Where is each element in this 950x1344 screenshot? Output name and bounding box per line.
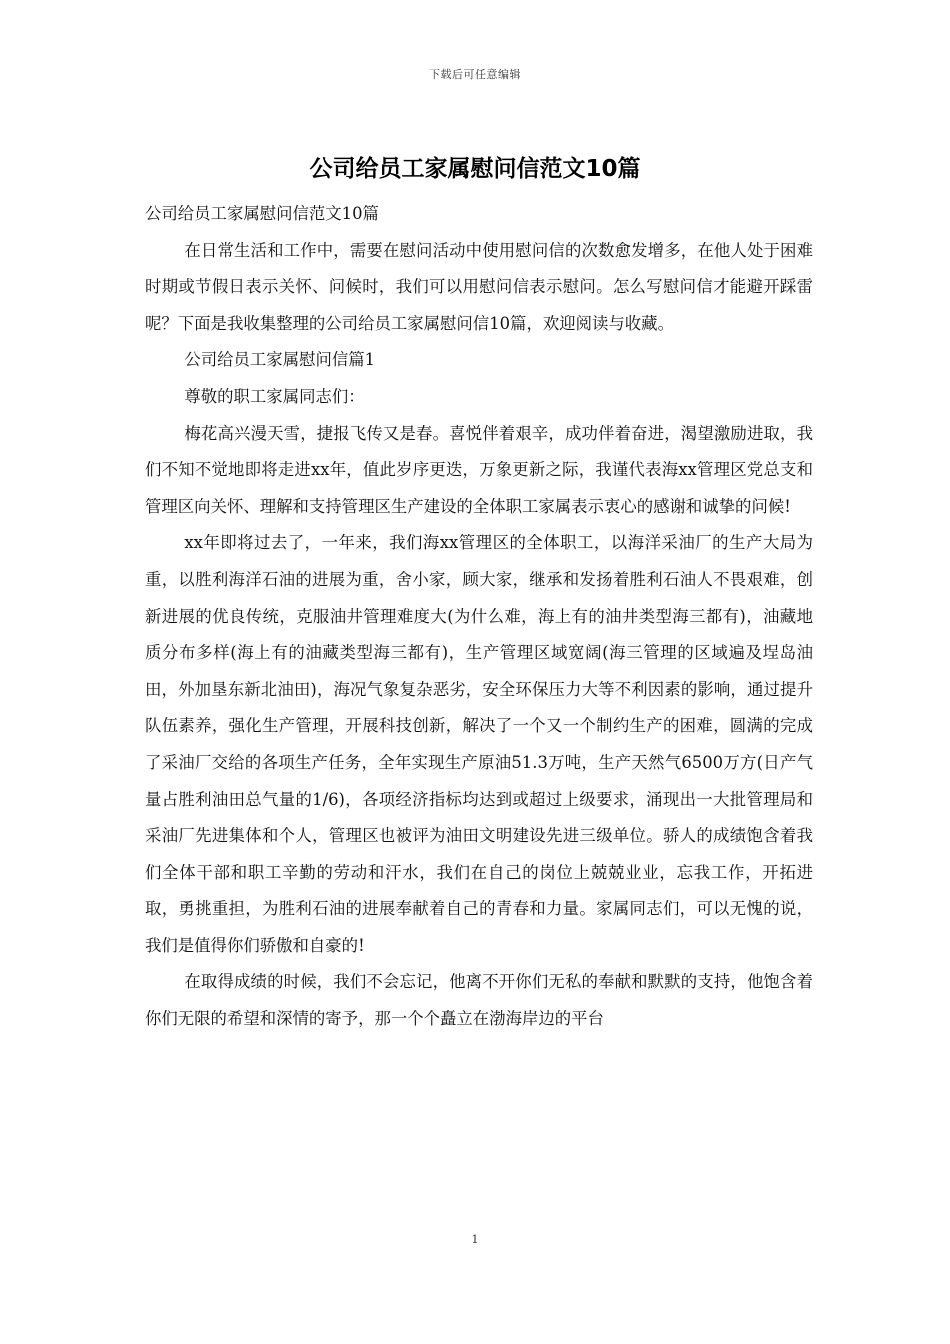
document-title: 公司给员工家属慰问信范文10篇	[309, 156, 641, 182]
subtitle-paragraph: 公司给员工家属慰问信范文10篇	[145, 204, 379, 223]
body-paragraph: 梅花高兴漫天雪，捷报飞传又是春。喜悦伴着艰辛，成功伴着奋进，渴望激励进取，我们不知不觉地即将走进xx年，值此岁序更迭，万象更新之际，我谨代表海xx管理区党总支和管理区向关怀、理解和支持管理区生产建设的全体职工家属表示衷心的感谢和诚挚的问候!	[145, 423, 813, 516]
document-body	[145, 196, 813, 1038]
body-paragraph: xx年即将过去了，一年来，我们海xx管理区的全体职工，以海洋采油厂的生产大局为重，以胜利海洋石油的进展为重，舍小家，顾大家，继承和发扬着胜利石油人不畏艰难，创新进展的优良传统，克服油井管理难度大(为什么难，海上有的油井类型海三都有)，油藏地质分布多样(海上有的油藏类型海三都有)，生产管理区域宽阔(海三管理的区域遍及埕岛油田，外加垦东新北油田)，海况气象复杂恶劣，安全环保压力大等不利因素的影响，通过提升队伍素养，强化生产管理，开展科技创新，解决了一个又一个制约生产的困难，圆满的完成了采油厂交给的各项生产任务，全年实现生产原油51.3万吨，生产天然气6500万方(日产气量占胜利油田总气量的1/6)，各项经济指标均达到或超过上级要求，涌现出一大批管理局和采油厂先进集体和个人，管理区也被评为油田文明建设先进三级单位。骄人的成绩饱含着我们全体干部和职工辛勤的劳动和汗水，我们在自己的岗位上兢兢业业，忘我工作，开拓进取，勇挑重担，为胜利石油的进展奉献着自己的青春和力量。家属同志们，可以无愧的说，我们是值得你们骄傲和自豪的!	[145, 533, 813, 955]
body-paragraph: 在取得成绩的时候，我们不会忘记，他离不开你们无私的奉献和默默的支持，他饱含着你们无限的希望和深情的寄予，那一个个矗立在渤海岸边的平台	[145, 972, 813, 1029]
salutation-paragraph: 尊敬的职工家属同志们：	[184, 386, 365, 406]
page-number: 1	[471, 1233, 479, 1246]
intro-paragraph: 在日常生活和工作中，需要在慰问活动中使用慰问信的次数愈发增多，在他人处于困难时期或节假日表示关怀、问候时，我们可以用慰问信表示慰问。怎么写慰问信才能避开踩雷呢？下面是我收集整理的公司给员工家属慰问信10篇，欢迎阅读与收藏。	[145, 240, 813, 333]
header-note: 下载后可任意编辑	[429, 68, 521, 81]
section-heading: 公司给员工家属慰问信篇1	[184, 350, 376, 370]
